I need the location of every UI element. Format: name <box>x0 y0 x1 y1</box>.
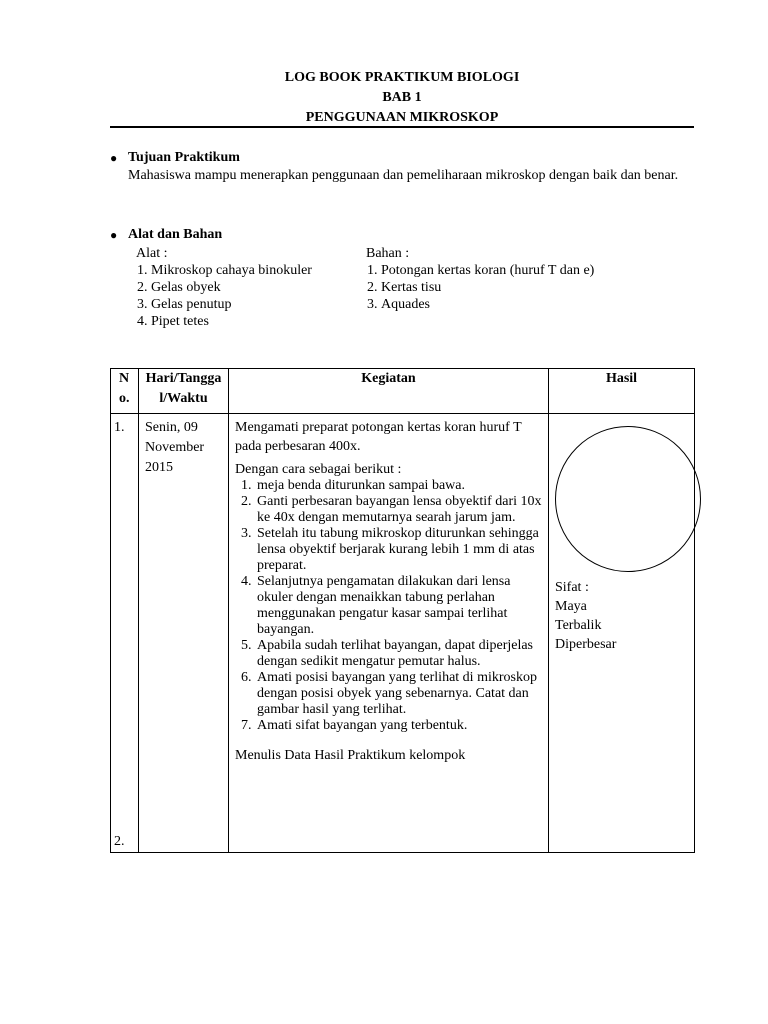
cell-kegiatan <box>229 414 549 853</box>
hasil-label: Sifat : <box>555 580 589 595</box>
header-chapter: BAB 1 <box>382 90 422 105</box>
col-header-date: Hari/Tanggal/Waktu <box>139 369 229 414</box>
col-header-kegiatan: Kegiatan <box>229 369 549 414</box>
document-header <box>110 68 694 128</box>
hasil-item: Maya <box>555 599 587 614</box>
header-subtitle: PENGGUNAAN MIKROSKOP <box>305 110 499 125</box>
table-row <box>111 414 695 853</box>
list-item: 2. Gelas obyek <box>151 279 354 296</box>
section-title-tujuan: Tujuan Praktikum <box>128 150 240 165</box>
bahan-column <box>354 245 654 313</box>
cell-hasil <box>549 414 695 853</box>
cell-no <box>111 414 139 853</box>
col-header-hasil: Hasil <box>549 369 695 414</box>
observation-circle <box>555 426 701 572</box>
list-item: 7. Amati sifat bayangan yang terbentuk. <box>255 718 542 734</box>
alat-list <box>124 262 354 330</box>
section-tujuan <box>110 149 694 209</box>
kegiatan-intro: Mengamati preparat potongan kertas koran huruf T pada perbesaran 400x. <box>235 420 522 454</box>
header-title: LOG BOOK PRAKTIKUM BIOLOGI <box>284 70 520 85</box>
hasil-item: Terbalik <box>555 618 602 633</box>
kegiatan-row2: Menulis Data Hasil Praktikum kelompok <box>235 748 466 763</box>
list-item: 3. Gelas penutup <box>151 296 354 313</box>
log-table <box>110 368 695 853</box>
list-item: 1. Potongan kertas koran (huruf T dan e) <box>381 262 654 279</box>
bahan-list <box>354 262 654 313</box>
alat-column <box>124 245 354 330</box>
kegiatan-steps <box>235 478 542 734</box>
list-item: 4. Selanjutnya pengamatan dilakukan dari lensa okuler dengan menaikkan tabung perlahan menggunakan pengatur kasar sampai terlihat bayangan. <box>255 574 542 638</box>
row-number: 2. <box>114 834 125 849</box>
bullet-icon: ● <box>110 228 118 242</box>
hasil-item: Diperbesar <box>555 637 617 652</box>
bullet-icon: ● <box>110 151 118 165</box>
list-item: 1. meja benda diturunkan sampai bawa. <box>255 478 542 494</box>
bahan-label: Bahan : <box>366 246 410 261</box>
list-item: 6. Amati posisi bayangan yang terlihat di mikroskop dengan posisi obyek yang sebenarnya. Catat dan gambar hasil yang terlihat. <box>255 670 542 718</box>
header-divider <box>110 126 694 128</box>
list-item: 4. Pipet tetes <box>151 313 354 330</box>
list-item: 2. Kertas tisu <box>381 279 654 296</box>
section-body-tujuan: Mahasiswa mampu menerapkan penggunaan dan pemeliharaan mikroskop dengan baik dan benar. <box>128 168 679 183</box>
list-item: 3. Aquades <box>381 296 654 313</box>
cell-date: Senin, 09 November 2015 <box>139 414 229 853</box>
hasil-sifat <box>555 578 688 654</box>
list-item: 1. Mikroskop cahaya binokuler <box>151 262 354 279</box>
col-header-no: N o. <box>111 369 139 414</box>
kegiatan-cara: Dengan cara sebagai berikut : <box>235 462 402 477</box>
section-alat-bahan <box>110 226 694 246</box>
alat-label: Alat : <box>136 246 168 261</box>
list-item: 2. Ganti perbesaran bayangan lensa obyektif dari 10x ke 40x dengan memutarnya searah jarum jam. <box>255 494 542 526</box>
list-item: 5. Apabila sudah terlihat bayangan, dapat diperjelas dengan sedikit mengatur pemutar halus. <box>255 638 542 670</box>
table-header-row <box>111 369 695 414</box>
list-item: 3. Setelah itu tabung mikroskop diturunkan sehingga lensa obyektif berjarak kurang lebih 1 mm di atas preparat. <box>255 526 542 574</box>
section-title-alat-bahan: Alat dan Bahan <box>128 227 223 242</box>
row-number: 1. <box>114 420 125 435</box>
